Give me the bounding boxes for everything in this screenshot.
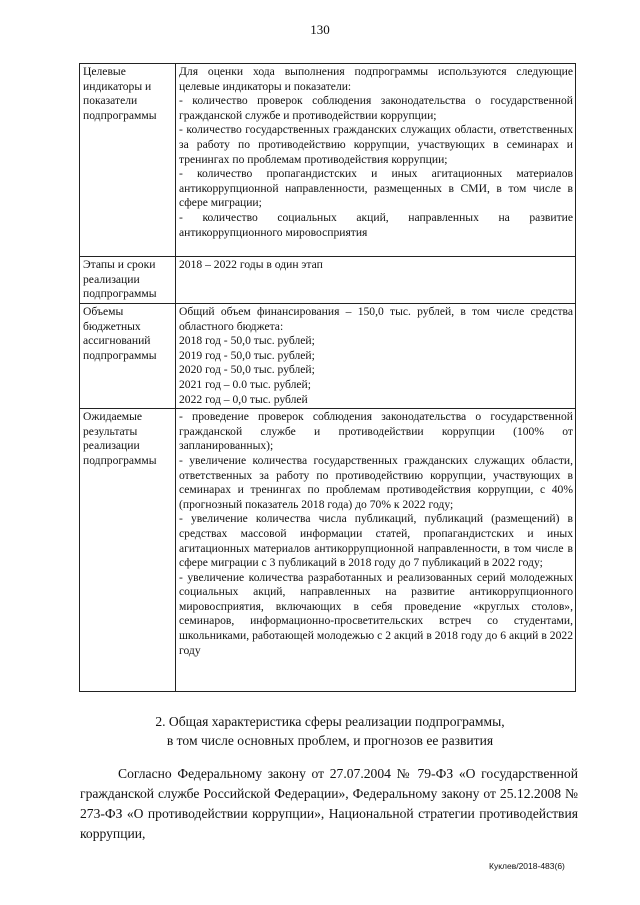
row-value-target-indicators [176,64,576,257]
cell-line: - проведение проверок соблюдения законодательства о государственной гражданской службе и противодействии коррупции (100% от запланированных); [179,410,573,453]
cell-line: - увеличение количества разработанных и реализованных серий молодежных социальных акций, направленных на развитие антикоррупционного мировосприятия, включающих в себя проведение «круглых столов», семинаров, информационно-просветительских встреч со студентами, школьниками, работающей молодежью с 2 акций в 2018 году до 6 акций в 2022 году [179,570,573,657]
row-label-stages: Этапы и сроки реализации подпрограммы [80,257,176,304]
body-paragraph: Согласно Федеральному закону от 27.07.2004 № 79-ФЗ «О государственной гражданской службе Российской Федерации», Федеральному закону от 25.12.2008 № 273-ФЗ «О противодействии коррупции», Национальной стратегии противодействия коррупции, [80,766,578,841]
cell-line: - количество государственных гражданских служащих области, ответственных за работу по противодействию коррупции, участвующих в семинарах и тренингах по проблемам противодействия коррупции; [179,123,573,166]
cell-line: 2020 год - 50,0 тыс. рублей; [179,363,315,377]
table-row [80,304,576,409]
row-label-target-indicators: Целевые индикаторы и показатели подпрограммы [80,64,176,257]
section-heading [80,712,580,750]
row-value-stages [176,257,576,304]
row-value-budget [176,304,576,409]
cell-line: 2021 год – 0.0 тыс. рублей; [179,377,311,391]
cell-line: 2018 год - 50,0 тыс. рублей; [179,334,315,348]
cell-line: - количество пропагандистских и иных агитационных материалов антикоррупционной направленности, размещенных в СМИ, в том числе в сфере миграции; [179,167,573,210]
cell-line: 2019 год - 50,0 тыс. рублей; [179,348,315,362]
table-row [80,257,576,304]
footer-document-code: Куклев/2018-483(6) [489,861,565,871]
subprogram-passport-table [79,63,576,692]
cell-line: - количество социальных акций, направленных на развитие антикоррупционного мировосприятия [179,210,573,239]
page-number: 130 [310,22,330,37]
cell-line: - увеличение количества числа публикаций, публикаций (размещений) в средствах массовой информации статей, пропагандистских и иных агитационных материалов антикоррупционной направленности, в том числе в сфере миграции с 3 публикаций в 2018 году до 7 публикаций в 2022 году; [179,512,573,570]
cell-line: - количество проверок соблюдения законодательства о государственной гражданской службе и противодействии коррупции; [179,94,573,122]
cell-line: 2018 – 2022 годы в один этап [179,258,323,271]
row-label-expected-results: Ожидаемые результаты реализации подпрограммы [80,409,176,692]
table-row [80,409,576,692]
section-heading-line: 2. Общая характеристика сферы реализации подпрограммы, [155,714,505,729]
cell-line: Общий объем финансирования – 150,0 тыс. рублей, в том числе средства областного бюджета: [179,305,573,333]
section-heading-line: в том числе основных проблем, и прогнозов ее развития [166,733,494,748]
table-row [80,64,576,257]
row-value-expected-results [176,409,576,692]
row-label-budget: Объемы бюджетных ассигнований подпрограммы [80,304,176,409]
cell-line: - увеличение количества государственных гражданских служащих области, ответственных за работу по противодействию коррупции, участвующих в семинарах и тренингах по проблемам противодействия коррупции, с 40% (прогнозный показатель 2018 года) до 70% к 2022 году; [179,453,573,511]
cell-line: 2022 год – 0,0 тыс. рублей [179,392,308,406]
cell-line: Для оценки хода выполнения подпрограммы используются следующие целевые индикаторы и показатели: [179,65,573,93]
